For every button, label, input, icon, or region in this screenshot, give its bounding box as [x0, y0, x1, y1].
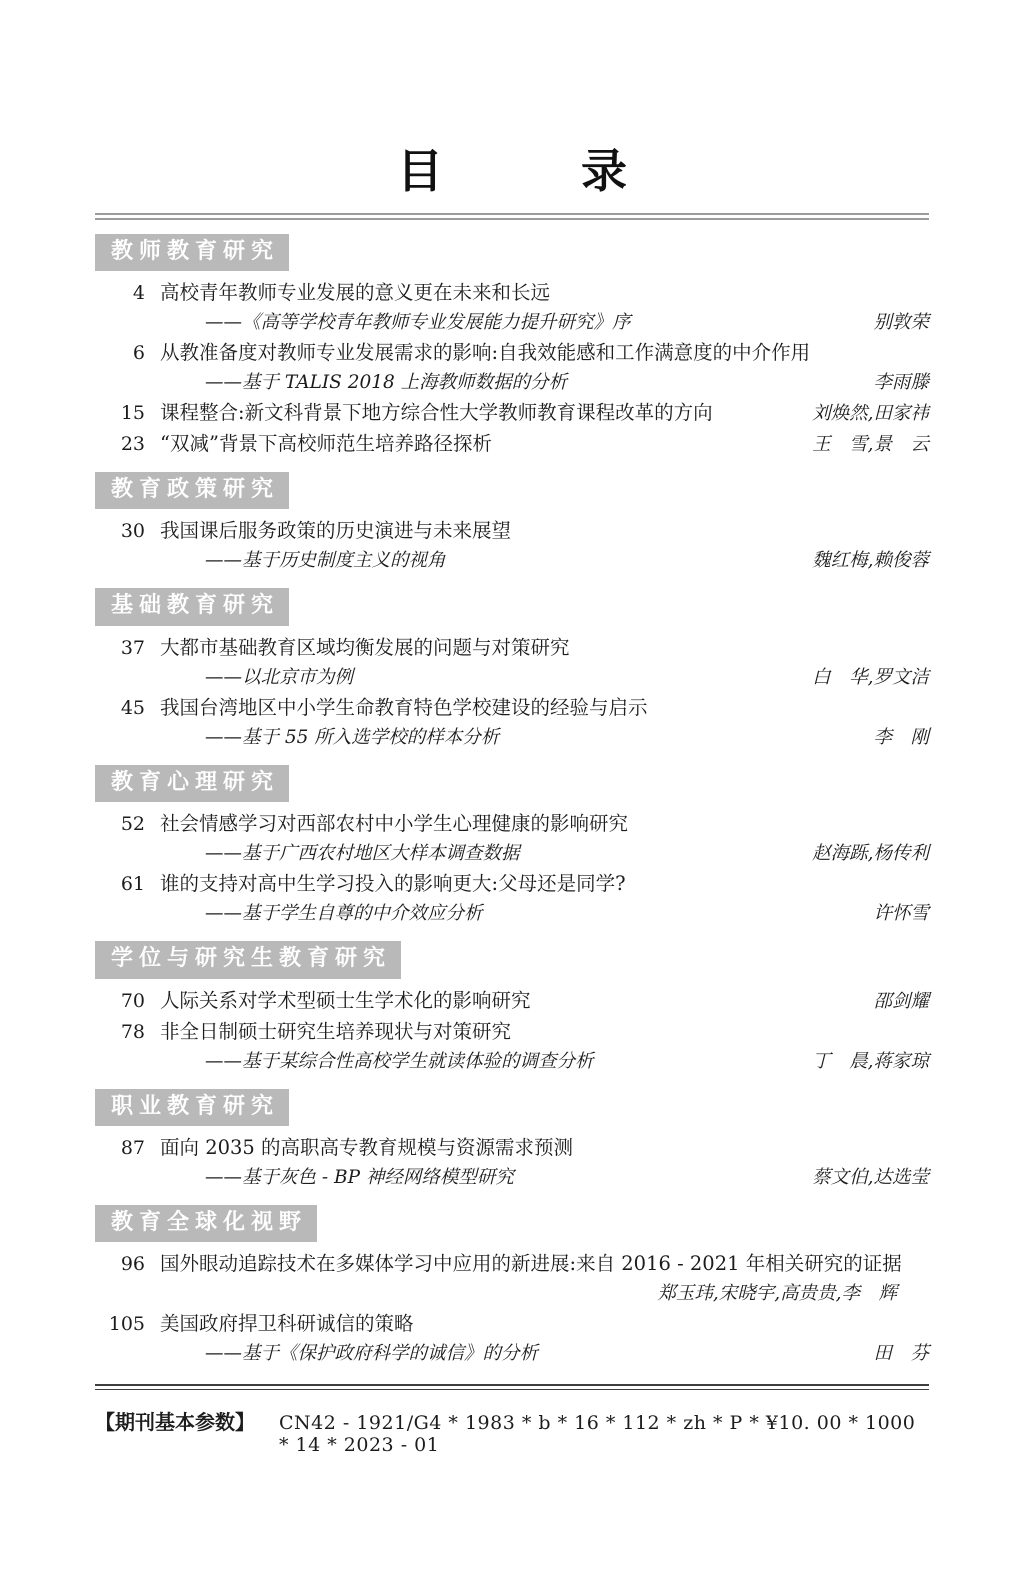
entry-page-number: 105 — [108, 1313, 145, 1336]
footer-divider-rule — [95, 1384, 929, 1390]
entry-title: 我国台湾地区中小学生命教育特色学校建设的经验与启示 — [160, 695, 648, 719]
entry-authors: 许怀雪 — [873, 903, 929, 925]
entry-title: 社会情感学习对西部农村中小学生心理健康的影响研究 — [160, 812, 629, 836]
entry-subtitle: ——基于 55 所入选学校的样本分析 — [205, 726, 500, 748]
section-block — [95, 941, 929, 1075]
section-header: 教育全球化视野 — [95, 1205, 317, 1242]
toc-entry — [95, 517, 929, 545]
entry-authors: 王 雪,景 云 — [812, 433, 929, 455]
toc-entry-subtitle — [95, 900, 929, 928]
entry-page-number: 37 — [120, 636, 145, 659]
entry-title: 人际关系对学术型硕士生学术化的影响研究 — [160, 988, 531, 1012]
entry-subtitle: ——《高等学校青年教师专业发展能力提升研究》序 — [205, 311, 631, 333]
entry-authors: 赵海跞,杨传利 — [812, 843, 929, 865]
toc-entry — [95, 1018, 929, 1046]
journal-params-bar — [95, 1406, 929, 1456]
entry-page-number: 61 — [120, 873, 145, 896]
entry-title: 课程整合:新文科背景下地方综合性大学教师教育课程改革的方向 — [160, 400, 713, 424]
entry-subtitle: ——基于历史制度主义的视角 — [205, 550, 446, 572]
entry-page-number: 52 — [120, 813, 145, 836]
section-block — [95, 588, 929, 751]
entry-title: 美国政府捍卫科研诚信的策略 — [160, 1312, 414, 1336]
toc-entry — [95, 987, 929, 1016]
entry-page-number: 87 — [120, 1136, 145, 1159]
entry-authors: 白 华,罗文洁 — [812, 666, 929, 688]
toc-entry-subtitle — [95, 309, 929, 337]
entry-subtitle: ——基于灰色 - BP 神经网络模型研究 — [205, 1166, 514, 1188]
entry-title: 从教准备度对教师专业发展需求的影响:自我效能感和工作满意度的中介作用 — [160, 340, 811, 364]
toc-entry — [95, 634, 929, 662]
title-divider-rule — [95, 213, 929, 220]
toc-entry-subtitle — [95, 1048, 929, 1076]
toc-entry — [95, 279, 929, 307]
entry-page-number: 15 — [120, 401, 145, 424]
entry-authors: 丁 晨,蒋家琼 — [812, 1050, 929, 1072]
entry-authors: 田 芬 — [873, 1343, 929, 1365]
entry-subtitle: ——基于广西农村地区大样本调查数据 — [205, 843, 520, 865]
toc-entry-subtitle — [95, 1340, 929, 1368]
entry-title: 非全日制硕士研究生培养现状与对策研究 — [160, 1019, 512, 1043]
toc-entry — [95, 1134, 929, 1162]
entry-page-number: 6 — [132, 341, 145, 364]
entry-title: 大都市基础教育区域均衡发展的问题与对策研究 — [160, 635, 570, 659]
toc-entry-subtitle — [95, 1164, 929, 1192]
entry-subtitle: ——基于学生自尊的中介效应分析 — [205, 903, 483, 925]
entry-authors: 李雨滕 — [873, 371, 929, 393]
section-header: 职业教育研究 — [95, 1089, 289, 1126]
entry-page-number: 78 — [120, 1020, 145, 1043]
entry-authors: 魏红梅,赖俊蓉 — [812, 550, 929, 572]
entry-authors: 别敦荣 — [873, 311, 929, 333]
entry-title: 高校青年教师专业发展的意义更在未来和长远 — [160, 280, 551, 304]
entry-authors: 刘焕然,田家祎 — [812, 402, 929, 424]
toc-entry-subtitle — [95, 547, 929, 575]
toc-entry — [95, 339, 929, 367]
section-block — [95, 472, 929, 575]
journal-params-label: 【期刊基本参数】 — [95, 1410, 255, 1435]
section-block — [95, 234, 929, 459]
toc-entry — [95, 399, 929, 428]
toc-entry-subtitle — [95, 840, 929, 868]
toc-page — [95, 146, 929, 1456]
entry-title: 我国课后服务政策的历史演进与未来展望 — [160, 519, 512, 543]
section-block — [95, 1089, 929, 1192]
entry-authors: 郑玉玮,宋晓宇,高贵贵,李 辉 — [657, 1283, 897, 1305]
entry-authors: 蔡文伯,达选莹 — [812, 1166, 929, 1188]
entry-subtitle: ——以北京市为例 — [205, 666, 354, 688]
entry-page-number: 45 — [120, 696, 145, 719]
entry-title: 国外眼动追踪技术在多媒体学习中应用的新进展:来自 2016 - 2021 年相关研究的证据 — [160, 1252, 902, 1276]
toc-entry-subtitle — [95, 664, 929, 692]
entry-subtitle: ——基于某综合性高校学生就读体验的调查分析 — [205, 1050, 594, 1072]
section-block — [95, 1205, 929, 1368]
toc-entry — [95, 1310, 929, 1338]
entry-page-number: 23 — [120, 432, 145, 455]
entry-page-number: 4 — [132, 281, 145, 304]
toc-entry-subtitle — [95, 724, 929, 752]
toc-entry — [95, 694, 929, 722]
entry-page-number: 30 — [120, 520, 145, 543]
toc-entry-subtitle — [95, 369, 929, 397]
page-title: 目 录 — [397, 144, 627, 198]
entry-authors: 李 刚 — [873, 726, 929, 748]
section-header: 教育心理研究 — [95, 765, 289, 802]
section-header: 教师教育研究 — [95, 234, 289, 271]
entry-title: “双减”背景下高校师范生培养路径探析 — [160, 431, 492, 455]
entry-subtitle: ——基于 TALIS 2018 上海教师数据的分析 — [205, 371, 568, 393]
entry-page-number: 70 — [120, 989, 145, 1012]
section-header: 学位与研究生教育研究 — [95, 941, 401, 978]
section-header: 教育政策研究 — [95, 472, 289, 509]
entry-authors: 邵剑耀 — [873, 990, 929, 1012]
entry-title: 谁的支持对高中生学习投入的影响更大:父母还是同学? — [160, 872, 626, 896]
toc-entry — [95, 1250, 929, 1278]
section-header: 基础教育研究 — [95, 588, 289, 625]
toc-entry — [95, 810, 929, 838]
entry-title: 面向 2035 的高职高专教育规模与资源需求预测 — [160, 1135, 574, 1159]
entry-page-number: 96 — [120, 1253, 145, 1276]
entry-subtitle: ——基于《保护政府科学的诚信》的分析 — [205, 1343, 539, 1365]
journal-params-value: CN42 - 1921/G4 * 1983 * b * 16 * 112 * zh * P * ¥10. 00 * 1000 * 14 * 2023 - 01 — [279, 1412, 916, 1457]
toc-entry — [95, 870, 929, 898]
toc-entry — [95, 430, 929, 459]
section-block — [95, 765, 929, 928]
